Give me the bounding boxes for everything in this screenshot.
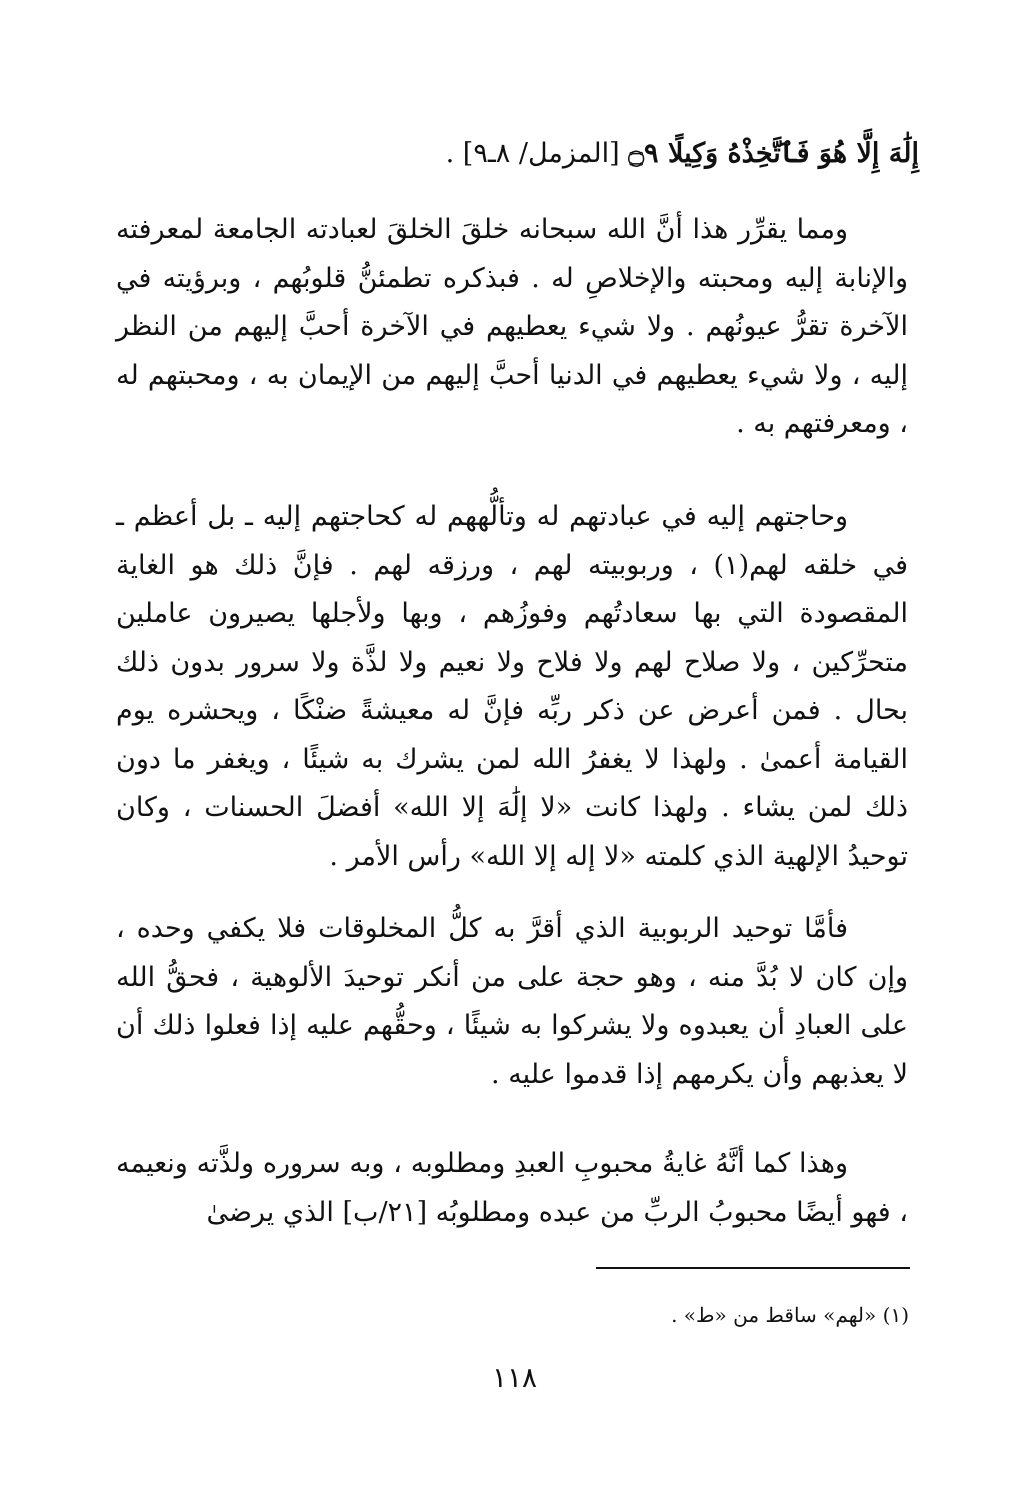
paragraph-text: ومما يقرِّر هذا أنَّ الله سبحانه خلقَ الخلقَ لعبادته الجامعة لمعرفته والإنابة إليه ومحبته والإخلاصِ له . فبذكره تطمئنُّ قلوبُهم ، وبرؤيته في الآخرة تقرُّ عيونُهم . ولا شيء يعطيهم في الآخرة أحبَّ إليهم من النظر إليه ، ولا شيء يعطيهم في الدنيا أحبَّ إليهم من الإيمان به ، ومحبتهم له ، ومعرفتهم به . <box>116 214 908 439</box>
quran-verse: إِلَٰهَ إِلَّا هُوَ فَٱتَّخِذْهُ وَكِيلًا ۝٩ <box>628 138 919 169</box>
page-number: ١١٨ <box>491 1361 538 1394</box>
paragraph-1 <box>116 206 908 449</box>
paragraph-3 <box>116 905 908 1099</box>
footnote-divider <box>596 1267 910 1269</box>
paragraph-text: وهذا كما أنَّهُ غايةُ محبوبِ العبدِ ومطلوبه ، وبه سروره ولذَّته ونعيمه ، فهو أيضًا محبوبُ الربِّ من عبده ومطلوبُه [٢١/ب] الذي يرضىٰ <box>116 1148 908 1228</box>
verse-citation: [المزمل/ ٨ـ٩] . <box>445 138 620 169</box>
paragraph-text: وحاجتهم إليه في عبادتهم له وتألُّههم له كحاجتهم إليه ـ بل أعظم ـ في خلقه لهم(١) ، وربوبيته لهم ، ورزقه لهم . فإنَّ ذلك هو الغاية المقصودة التي بها سعادتُهم وفوزُهم ، وبها ولأجلها يصيرون عاملين متحرِّكين ، ولا صلاح لهم ولا فلاح ولا نعيم ولا لذَّة ولا سرور بدون ذلك بحال . فمن أعرض عن ذكر ربِّه فإنَّ له معيشةً ضنْكًا ، ويحشره يوم القيامة أعمىٰ . ولهذا لا يغفرُ الله لمن يشرك به شيئًا ، ويغفر ما دون ذلك لمن يشاء . ولهذا كانت «لا إلَٰهَ إلا الله» أفضلَ الحسنات ، وكان توحيدُ الإلهية الذي كلمته «لا إله إلا الله» رأس الأمر . <box>116 501 908 872</box>
paragraph-4 <box>116 1140 908 1237</box>
paragraph-text: فأمَّا توحيد الربوبية الذي أقرَّ به كلُّ المخلوقات فلا يكفي وحده ، وإن كان لا بُدَّ منه ، وهو حجة على من أنكر توحيدَ الألوهية ، فحقُّ الله على العبادِ أن يعبدوه ولا يشركوا به شيئًا ، وحقُّهم عليه إذا فعلوا ذلك أن لا يعذبهم وأن يكرمهم إذا قدموا عليه . <box>116 913 908 1090</box>
quran-verse-line <box>119 130 919 178</box>
footnote: (١) «لهم» ساقط من «ط» . <box>671 1303 909 1327</box>
paragraph-2 <box>116 493 908 881</box>
